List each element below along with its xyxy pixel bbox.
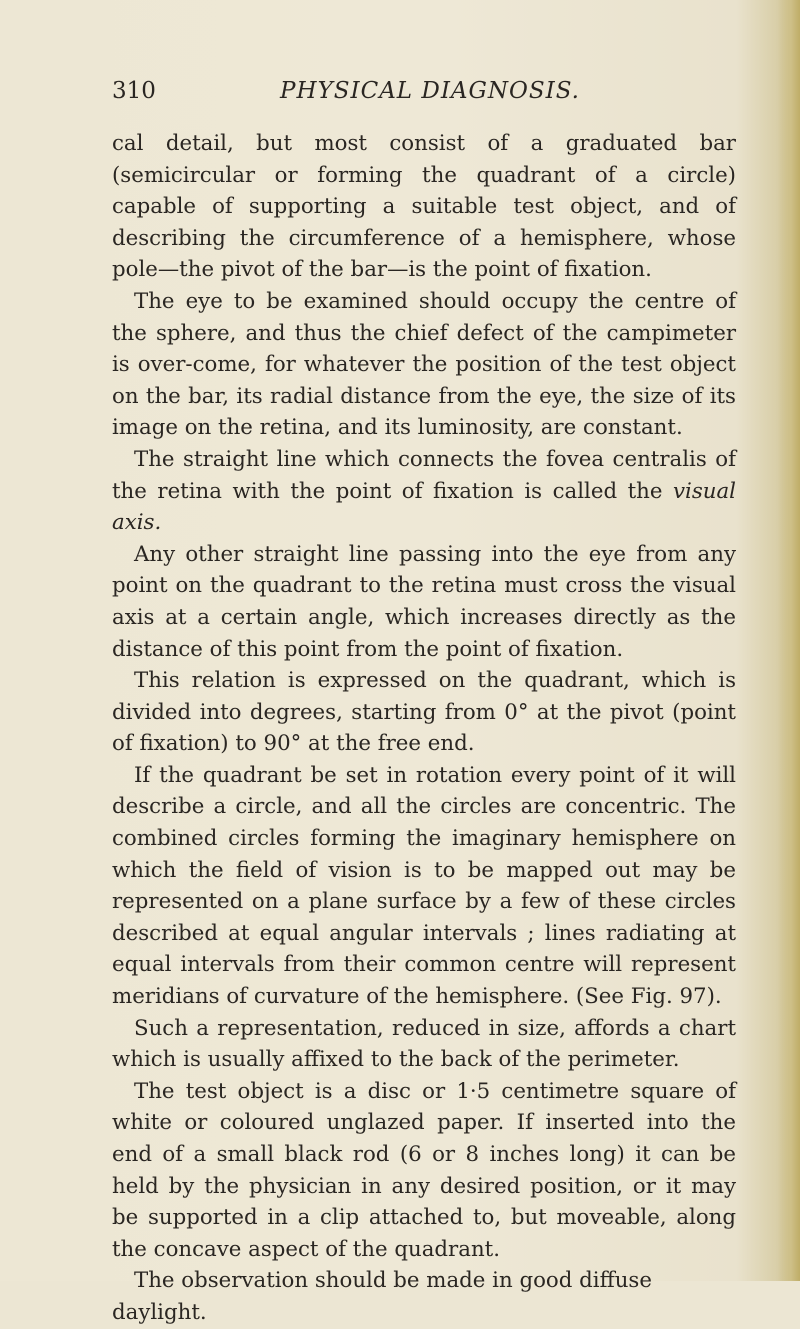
paragraph: This relation is expressed on the quadrant, which is divided into degrees, starting from 0° at the pivot (point of fixation) to 90° at the free end. bbox=[112, 668, 736, 757]
paragraph: If the quadrant be set in rotation every point of it will describe a circle, and all the circles are concentric. The combined circles forming the imaginary hemisphere on which the field of vision is to be mapped out may be represented on a plane surface by a few of these circles described at equal angular intervals ; lines radiating at equal intervals from their common centre will represent meridians of curvature of the hemisphere. (See Fig. 97). bbox=[112, 762, 736, 1010]
paragraph: Such a representation, reduced in size, affords a chart which is usually affixed to the back of the perimeter. bbox=[112, 1015, 736, 1073]
body-text bbox=[112, 128, 736, 1329]
paragraph: The test object is a disc or 1·5 centimetre square of white or coloured unglazed paper. If inserted into the end of a small black rod (6 or 8 inches long) it can be held by the physician in any desired position, or it may be supported in a clip attached to, but moveable, along the concave aspect of the quadrant. bbox=[112, 1078, 736, 1262]
paragraph: Any other straight line passing into the eye from any point on the quadrant to the retina must cross the visual axis at a certain angle, which increases directly as the distance of this point from the point of fixation. bbox=[112, 541, 736, 662]
visual-axis-term: visual axis. bbox=[112, 478, 736, 536]
paragraph bbox=[112, 444, 736, 539]
running-head: PHYSICAL DIAGNOSIS. bbox=[280, 78, 580, 104]
page-number: 310 bbox=[112, 78, 156, 104]
paragraph: cal detail, but most consist of a graduated bar (semicircular or forming the quadrant of a circle) capable of supporting a suitable test object, and of describing the circumference of a hemisphere, whose pole—the pivot of the bar—is the point of fixation. bbox=[112, 131, 736, 283]
paragraph-text: The straight line which connects the fovea centralis of the retina with the point of fixation is called the bbox=[112, 446, 736, 504]
page-edge bbox=[778, 0, 800, 1281]
paragraph: The eye to be examined should occupy the centre of the sphere, and thus the chief defect of the campimeter is over-come, for whatever the position of the test object on the bar, its radial distance from the eye, the size of its image on the retina, and its luminosity, are constant. bbox=[112, 288, 736, 441]
page-header bbox=[112, 78, 748, 108]
paragraph: The observation should be made in good diffuse daylight. bbox=[112, 1268, 652, 1325]
